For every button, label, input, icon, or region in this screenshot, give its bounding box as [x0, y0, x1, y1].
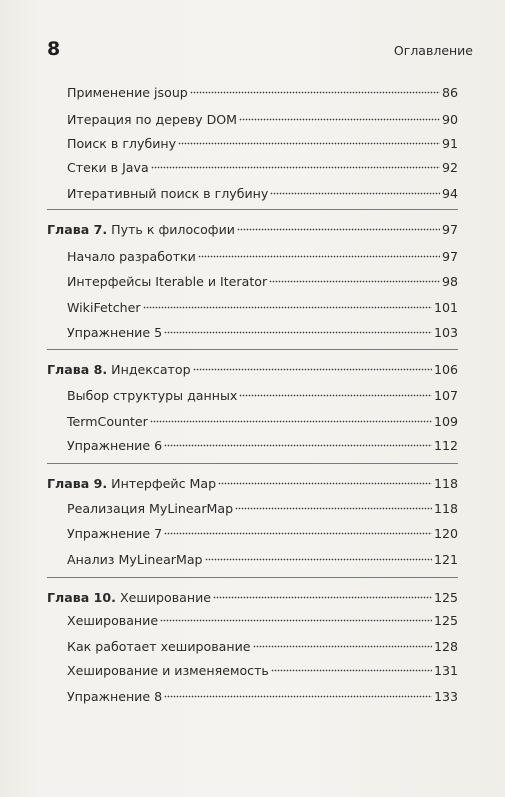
toc-entry-title: TermCounter: [67, 414, 148, 429]
toc-entry-title: Упражнение 5: [67, 325, 163, 340]
toc-entry-title: Упражнение 7: [67, 526, 163, 541]
dot-leader: [150, 413, 432, 423]
dot-leader: [269, 273, 440, 283]
dot-leader: [270, 185, 440, 195]
toc-chapter-entry: [47, 222, 458, 240]
toc-section-entry: [67, 552, 458, 570]
dot-leader: [164, 688, 432, 698]
chapter-title: Хеширование: [119, 590, 212, 605]
toc-page-number: 101: [433, 300, 458, 315]
toc-section-entry: [67, 388, 458, 406]
toc-chapter-entry: [47, 476, 458, 494]
toc-entry-title: Начало разработки: [67, 249, 196, 264]
toc-section-entry: [67, 325, 458, 343]
dot-leader: [190, 84, 440, 94]
toc-page-number: 94: [441, 186, 458, 201]
toc-section-entry: [67, 501, 458, 519]
toc-chapter-entry: [47, 362, 458, 380]
toc-section-entry: [67, 526, 458, 544]
chapter-title: Индексатор: [111, 362, 191, 377]
toc-entry-title: [47, 590, 211, 605]
toc-section-entry: [67, 663, 458, 681]
toc-page-number: 107: [433, 388, 458, 403]
toc-page-number: 112: [433, 438, 458, 453]
dot-leader: [218, 475, 432, 485]
toc-entry-title: Упражнение 6: [67, 438, 163, 453]
toc-section-entry: [67, 136, 458, 154]
chapter-divider: [47, 209, 458, 210]
dot-leader: [178, 135, 440, 145]
toc-page-number: 92: [441, 160, 458, 175]
toc-entry-title: Стеки в Java: [67, 160, 149, 175]
toc-section-entry: [67, 639, 458, 657]
toc-section-entry: [67, 438, 458, 456]
dot-leader: [164, 525, 432, 535]
toc-section-entry: [67, 85, 458, 103]
toc-entry-title: Поиск в глубину: [67, 136, 177, 151]
dot-leader: [205, 551, 432, 561]
toc-page-number: 91: [441, 136, 458, 151]
chapter-divider: [47, 577, 458, 578]
toc-entry-title: Хеширование: [67, 613, 159, 628]
toc-page-number: 86: [441, 85, 458, 100]
toc-page-number: 128: [433, 639, 458, 654]
toc-section-entry: [67, 300, 458, 318]
dot-leader: [164, 324, 432, 334]
toc-page-number: 98: [441, 274, 458, 289]
toc-entry-title: Применение jsoup: [67, 85, 188, 100]
chapter-label: Глава 7.: [47, 222, 108, 237]
toc-page-number: 118: [433, 501, 458, 516]
toc-entry-title: [47, 222, 235, 237]
toc-page-number: 125: [433, 613, 458, 628]
chapter-title: Путь к философии: [111, 222, 235, 237]
toc-section-entry: [67, 186, 458, 204]
toc-entry-title: Итерация по дереву DOM: [67, 112, 238, 127]
toc-page-number: 90: [441, 112, 458, 127]
dot-leader: [193, 361, 432, 371]
toc-entry-title: Реализация MyLinearMap: [67, 501, 234, 516]
toc-page-number: 109: [433, 414, 458, 429]
toc-entry-title: WikiFetcher: [67, 300, 141, 315]
chapter-label: Глава 8.: [47, 362, 108, 377]
chapter-divider: [47, 463, 458, 464]
toc-section-entry: [67, 112, 458, 130]
dot-leader: [235, 500, 432, 510]
toc-section-entry: [67, 689, 458, 707]
toc-entry-title: Упражнение 8: [67, 689, 163, 704]
toc-entry-title: Итеративный поиск в глубину: [67, 186, 269, 201]
toc-section-entry: [67, 414, 458, 432]
dot-leader: [151, 159, 440, 169]
dot-leader: [143, 299, 432, 309]
page-number: 8: [47, 38, 61, 60]
toc-page-number: 120: [433, 526, 458, 541]
toc-entry-title: [47, 362, 191, 377]
toc-page-number: 121: [433, 552, 458, 567]
toc-entry-title: Хеширование и изменяемость: [67, 663, 269, 678]
toc-entry-title: Анализ MyLinearMap: [67, 552, 203, 567]
dot-leader: [239, 387, 432, 397]
chapter-title: Интерфейс Map: [111, 476, 217, 491]
toc-section-entry: [67, 160, 458, 178]
toc-entry-title: [47, 476, 216, 491]
toc-section-entry: [67, 274, 458, 292]
toc-section-entry: [67, 249, 458, 267]
toc-page-number: 118: [433, 476, 458, 491]
toc-page-number: 97: [441, 249, 458, 264]
toc-page-number: 133: [433, 689, 458, 704]
running-head: Оглавление: [393, 43, 473, 58]
dot-leader: [164, 437, 432, 447]
toc-entry-title: Интерфейсы Iterable и Iterator: [67, 274, 268, 289]
toc-entry-title: Как работает хеширование: [67, 639, 251, 654]
dot-leader: [253, 638, 432, 648]
dot-leader: [271, 662, 432, 672]
toc-chapter-entry: [47, 590, 458, 608]
toc-section-entry: [67, 613, 458, 631]
dot-leader: [198, 248, 440, 258]
toc-entry-title: Выбор структуры данных: [67, 388, 238, 403]
page-header: [47, 38, 473, 62]
dot-leader: [239, 111, 440, 121]
chapter-divider: [47, 349, 458, 350]
chapter-label: Глава 9.: [47, 476, 108, 491]
toc-page-number: 103: [433, 325, 458, 340]
toc-page-number: 97: [441, 222, 458, 237]
toc-page-number: 106: [433, 362, 458, 377]
dot-leader: [237, 221, 440, 231]
toc-page-number: 131: [433, 663, 458, 678]
dot-leader: [160, 612, 432, 622]
chapter-label: Глава 10.: [47, 590, 116, 605]
dot-leader: [213, 589, 432, 599]
toc-page-number: 125: [433, 590, 458, 605]
